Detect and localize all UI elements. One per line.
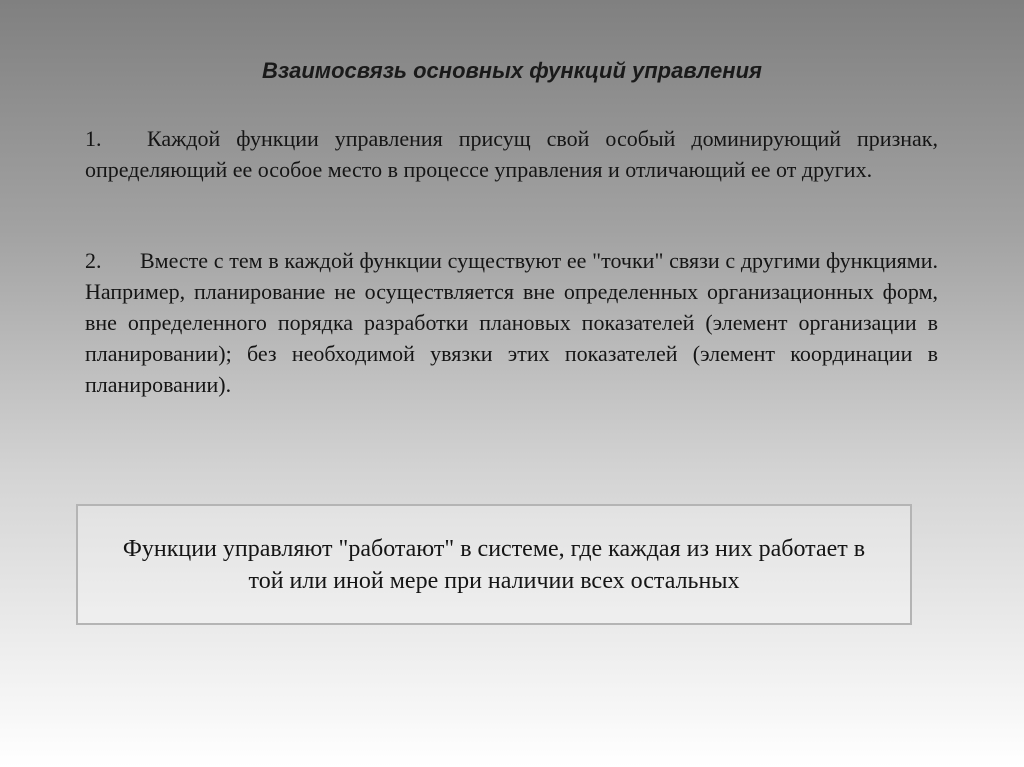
slide-title: Взаимосвязь основных функций управления	[262, 58, 762, 83]
paragraph-1-number: 1.	[85, 126, 102, 151]
paragraph-1-text: Каждой функции управления присущ свой особый доминирующий признак, определяющий ее особое место в процессе управления и отличающий ее от других.	[85, 126, 938, 182]
paragraph-2-text: Вместе с тем в каждой функции существуют ее "точки" связи с другими функциями. Например, планирование не осуществляется вне определенных организационных форм, вне определенного порядка разработки плановых показателей (элемент организации в планировании); без необходимой увязки этих показателей (элемент координации в планировании).	[85, 248, 938, 397]
callout-box	[76, 504, 912, 625]
paragraph-1	[85, 123, 938, 185]
paragraph-2	[85, 245, 938, 400]
paragraph-2-number: 2.	[85, 248, 102, 273]
callout-text: Функции управляют "работают" в системе, где каждая из них работает в той или иной мере при наличии всех остальных	[122, 535, 866, 594]
